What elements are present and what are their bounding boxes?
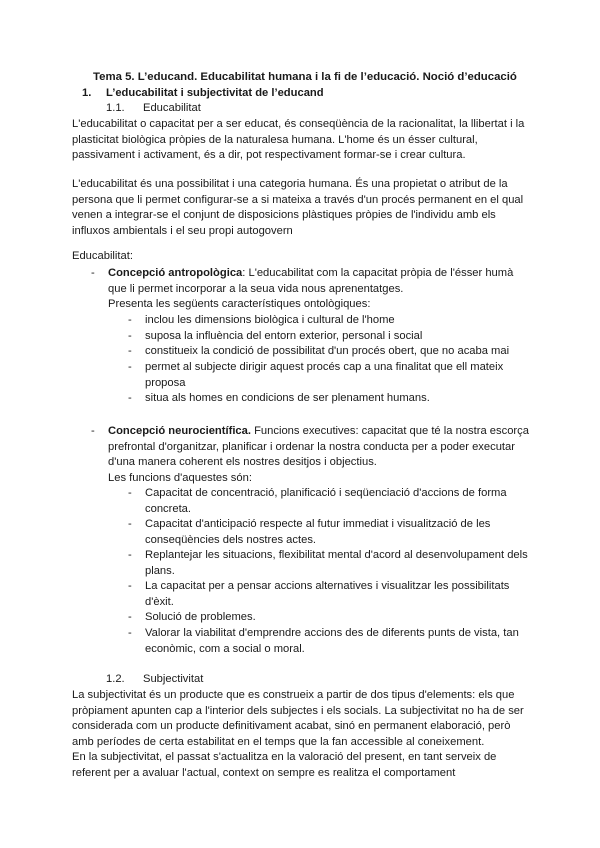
text-line: Presenta les següents característiques ontològiques: xyxy=(108,298,371,311)
subsection-heading: Subjectivitat xyxy=(143,673,204,685)
paragraph xyxy=(72,117,532,164)
sub-dash: - xyxy=(128,330,132,342)
list-item xyxy=(108,424,538,486)
text-line: d'èxit. xyxy=(145,595,174,608)
term-definition: : L'educabilitat com la capacitat pròpia de l'ésser humà xyxy=(242,267,514,279)
sub-list-item: Solució de problemes. xyxy=(145,611,256,623)
sub-dash: - xyxy=(128,518,132,530)
text-line: proposa xyxy=(145,376,186,389)
text-line: Capacitat d'anticipació respecte al futur immediat i visualització de les xyxy=(145,518,491,530)
text-line: pròpiament apunten cap a l'interior dels subjectes i els socials. La subjectivitat no ha de ser xyxy=(72,704,524,717)
sub-list-item xyxy=(145,486,535,517)
text-line: considerada com un producte definitivament acabat, sinó en permanent elaboració, però xyxy=(72,720,511,733)
text-line: plasticitat biològica pròpies de la naturalesa humana. L'home és un ésser cultural, xyxy=(72,133,478,146)
paragraph xyxy=(72,688,532,782)
paragraph xyxy=(72,177,532,239)
sub-list-item xyxy=(145,360,535,391)
text-line: econòmic, com a social o moral. xyxy=(145,642,305,655)
text-line: La subjectivitat és un producte que es construeix a partir de dos tipus d'elements: els que xyxy=(72,689,515,701)
text-line: La capacitat per a pensar accions alternatives i visualitzar les possibilitats xyxy=(145,580,510,592)
text-line: L'educabilitat o capacitat per a ser educat, és conseqüència de la racionalitat, la llibertat i la xyxy=(72,118,525,130)
text-line: passivament i activament, és a dir, pot respectivament formar-se i crear cultura. xyxy=(72,149,466,162)
sub-list-item: situa als homes en condicions de ser plenament humans. xyxy=(145,392,430,404)
text-line xyxy=(108,266,538,282)
sub-dash: - xyxy=(128,314,132,326)
term-definition: Funcions executives: capacitat que té la nostra escorça xyxy=(250,425,529,437)
text-line: referent per a avaluar l'actual, context on sempre es realitza el comportament xyxy=(72,766,456,779)
list-item xyxy=(108,266,538,313)
list-dash: - xyxy=(91,425,95,437)
section-number: 1. xyxy=(82,87,92,99)
document-title: Tema 5. L’educand. Educabilitat humana i la fi de l’educació. Noció d’educació xyxy=(93,71,517,83)
text-line: plans. xyxy=(145,564,175,577)
sub-list-item xyxy=(145,517,535,548)
sub-dash: - xyxy=(128,487,132,499)
text-line: amb períodes de certa estabilitat en el temps que la fan accessible al coneixement. xyxy=(72,735,485,748)
text-line: Replantejar les situacions, flexibilitat mental d'acord al desenvolupament dels xyxy=(145,549,528,561)
sub-list-item xyxy=(145,579,535,610)
text-line: que li permet incorporar a la seua vida nous aprenentatges. xyxy=(108,282,404,295)
sub-dash: - xyxy=(128,580,132,592)
text-line: Valorar la viabilitat d'emprendre accions des de diferents punts de vista, tan xyxy=(145,627,519,639)
sub-list-item xyxy=(145,548,535,579)
sub-list-item: constitueix la condició de possibilitat d'un procés obert, que no acaba mai xyxy=(145,345,510,357)
sub-dash: - xyxy=(128,392,132,404)
text-line: concreta. xyxy=(145,502,192,515)
sub-list-item: inclou les dimensions biològica i cultural de l'home xyxy=(145,314,395,326)
term-heading: Concepció antropològica xyxy=(108,267,243,279)
text-line: Capacitat de concentració, planificació i seqüenciació d'accions de forma xyxy=(145,487,507,499)
subsection-number: 1.2. xyxy=(106,673,125,685)
sub-list-item: suposa la influència del entorn exterior, personal i social xyxy=(145,330,423,342)
section-heading: L’educabilitat i subjectivitat de l’educand xyxy=(106,87,324,99)
subsection-number: 1.1. xyxy=(106,102,125,114)
sub-dash: - xyxy=(128,611,132,623)
sub-list-item xyxy=(145,626,535,657)
text-line: persona que li permet configurar-se a si mateixa a través d'un procés permanent en el qual xyxy=(72,193,524,206)
subsection-heading: Educabilitat xyxy=(143,102,201,114)
list-dash: - xyxy=(91,267,95,279)
text-line: influxos ambientals i el seu propi autogovern xyxy=(72,224,293,237)
sub-dash: - xyxy=(128,627,132,639)
term-heading: Concepció neurocientífica. xyxy=(108,425,251,437)
text-line: L'educabilitat és una possibilitat i una categoria humana. És una propietat o atribut de la xyxy=(72,178,508,190)
text-line: prefrontal d'organitzar, planificar i ordenar la nostra conducta per a poder executar xyxy=(108,440,515,453)
text-line: conseqüències dels nostres actes. xyxy=(145,533,317,546)
text-line: Les funcions d'aquestes són: xyxy=(108,471,252,484)
sub-dash: - xyxy=(128,345,132,357)
text-line xyxy=(108,424,538,440)
text-line: d'una manera coherent els nostres desitjos i objectius. xyxy=(108,456,377,469)
sub-dash: - xyxy=(128,549,132,561)
text-line: venen a integrar-se el conjunt de disposicions plàstiques pròpies de l'individu amb els xyxy=(72,209,496,222)
text-line: En la subjectivitat, el passat s'actualitza en la valoració del present, en tant serveix de xyxy=(72,751,497,764)
list-label: Educabilitat: xyxy=(72,250,133,262)
sub-dash: - xyxy=(128,361,132,373)
text-line: permet al subjecte dirigir aquest procés cap a una finalitat que ell mateix xyxy=(145,361,504,373)
